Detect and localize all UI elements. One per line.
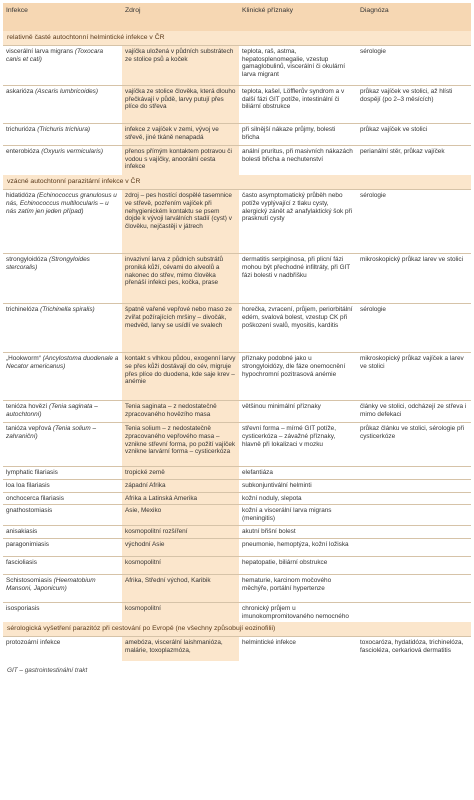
- diagnosis-cell: sérologie: [357, 190, 471, 254]
- infection-cell: [3, 190, 122, 254]
- symptoms-cell: hematurie, karcinom močového měchýře, portální hypertenze: [239, 574, 357, 602]
- table-row: [3, 353, 471, 401]
- diagnosis-cell: [357, 538, 471, 556]
- table-body: [3, 31, 471, 661]
- infection-latin-name: (Oxyuris vermicularis): [41, 147, 103, 155]
- table-row: [3, 123, 471, 145]
- infection-latin-name: (Trichinella spiralis): [40, 306, 95, 314]
- source-cell: přenos přímým kontaktem potravou či vodou s vajíčky, anoorální cesta infekce: [122, 145, 239, 175]
- infection-name: trichurióza: [6, 125, 36, 133]
- infection-name: onchocerca filariasis: [6, 494, 64, 502]
- infection-latin-name: (Toxocara canis et cati): [6, 47, 104, 63]
- symptoms-cell: elefantiáza: [239, 467, 357, 480]
- symptoms-cell: pneumonie, hemoptýza, kožní ložiska: [239, 538, 357, 556]
- table-row: [3, 467, 471, 480]
- infection-name: tanióza vepřová: [6, 425, 52, 433]
- table-row: [3, 574, 471, 602]
- parasite-table-container: [3, 3, 471, 674]
- table-header-row: [3, 3, 471, 31]
- infection-name: trichinelóza: [6, 306, 39, 314]
- infection-name: gnathostomiasis: [6, 507, 53, 515]
- infection-name: lymphatic filariasis: [6, 469, 58, 477]
- header-infection: Infekce: [3, 3, 122, 31]
- infection-name: loa loa filariasis: [6, 481, 50, 489]
- table-row: [3, 526, 471, 539]
- infection-cell: [3, 145, 122, 175]
- infection-name: anisakiasis: [6, 528, 38, 536]
- infection-latin-name: (Tenia solium – zahraniční): [6, 425, 97, 440]
- diagnosis-cell: průkaz vajíček ve stolici: [357, 123, 471, 145]
- symptoms-cell: kožní a viscerální larva migrans (meningitis): [239, 505, 357, 526]
- infection-cell: [3, 479, 122, 492]
- symptoms-cell: helmintické infekce: [239, 637, 357, 661]
- infection-name: paragonimiasis: [6, 540, 49, 548]
- source-cell: kosmopolitní: [122, 602, 239, 622]
- table-row: [3, 304, 471, 353]
- infection-cell: [3, 538, 122, 556]
- table-row: [3, 145, 471, 175]
- table-row: [3, 538, 471, 556]
- section-header-travel: [3, 622, 471, 636]
- symptoms-cell: hepatopatie, biliární obstrukce: [239, 556, 357, 574]
- infection-name: askarióza: [6, 87, 34, 95]
- symptoms-cell: většinou minimální příznaky: [239, 401, 357, 423]
- table-row: [3, 637, 471, 661]
- source-cell: vajíčka uložená v půdních substrátech ze stolice psů a koček: [122, 45, 239, 85]
- symptoms-cell: dermatitis serpiginosa, při plicní fázi mohou být přechodné infiltráty, při GIT fázi bolesti v nadbřišku: [239, 254, 357, 304]
- diagnosis-cell: [357, 467, 471, 480]
- diagnosis-cell: sérologie: [357, 45, 471, 85]
- table-row: [3, 85, 471, 123]
- infection-cell: [3, 353, 122, 401]
- infection-latin-name: (Echinococcus granulosus u nás, Echinococcus multilocularis – u nás zatím jen jeden případ): [6, 192, 117, 215]
- infection-name: Schistosomiasis: [6, 576, 52, 584]
- infection-cell: [3, 505, 122, 526]
- infection-cell: [3, 85, 122, 123]
- diagnosis-cell: články ve stolici, odcházejí ze střeva i mimo defekaci: [357, 401, 471, 423]
- infection-cell: [3, 304, 122, 353]
- table-row: [3, 45, 471, 85]
- infection-cell: [3, 423, 122, 467]
- table-row: [3, 423, 471, 467]
- section-header-common: [3, 31, 471, 45]
- diagnosis-cell: [357, 574, 471, 602]
- symptoms-cell: střevní forma – mírné GIT potíže, cysticerkóza – závažné příznaky, hlavně při lokalizaci v mozku: [239, 423, 357, 467]
- diagnosis-cell: [357, 602, 471, 622]
- infection-latin-name: (Heematobium Mansoni, Japonicum): [6, 576, 96, 592]
- table-row: [3, 190, 471, 254]
- infection-cell: [3, 556, 122, 574]
- symptoms-cell: kožní noduly, slepota: [239, 492, 357, 505]
- infection-cell: [3, 574, 122, 602]
- source-cell: Afrika, Střední východ, Karibik: [122, 574, 239, 602]
- table-row: [3, 401, 471, 423]
- source-cell: kosmopolitní: [122, 556, 239, 574]
- infection-latin-name: (Ascaris lumbricoides): [35, 87, 98, 95]
- infection-name: viscerální larva migrans: [6, 47, 74, 55]
- source-cell: západní Afrika: [122, 479, 239, 492]
- symptoms-cell: horečka, zvracení, průjem, periorbitální edém, svalová bolest, vzestup CK při poškození svalů, myositis, karditis: [239, 304, 357, 353]
- infection-name: protozoární infekce: [6, 639, 61, 647]
- section-header-rare-label: vzácné autochtonní parazitární infekce v ČR: [3, 175, 471, 189]
- table-row: [3, 254, 471, 304]
- infection-cell: [3, 637, 122, 661]
- diagnosis-cell: mikroskopický průkaz vajíček a larev ve stolici: [357, 353, 471, 401]
- table-row: [3, 556, 471, 574]
- infection-name: strongyloidóza: [6, 256, 48, 264]
- diagnosis-cell: [357, 479, 471, 492]
- symptoms-cell: často asymptomatický průběh nebo potíže vyplývající z tlaku cysty, alergický zánět až anafylaktický šok při prasknutí cysty: [239, 190, 357, 254]
- infection-latin-name: (Ancylostoma duodenale a Necator americanus): [6, 355, 119, 370]
- diagnosis-cell: průkaz článku ve stolici, sérologie při cysticerkóze: [357, 423, 471, 467]
- infection-name: „Hookworm“: [6, 355, 41, 363]
- table-row: [3, 479, 471, 492]
- symptoms-cell: subkonjuntivální helminti: [239, 479, 357, 492]
- source-cell: východní Asie: [122, 538, 239, 556]
- diagnosis-cell: [357, 505, 471, 526]
- table-row: [3, 505, 471, 526]
- source-cell: špatně vařené vepřové nebo maso ze zvířat požírajících mršiny – divočák, medvěd, larvy se usídlí ve svalech: [122, 304, 239, 353]
- diagnosis-cell: toxocaróza, hydatidóza, trichinelóza, fascioléza, cerkariová dermatitis: [357, 637, 471, 661]
- table-row: [3, 602, 471, 622]
- infection-latin-name: (Strongyloides stercoralis): [6, 256, 90, 271]
- source-cell: tropické země: [122, 467, 239, 480]
- diagnosis-cell: sérologie: [357, 304, 471, 353]
- parasite-table: [3, 3, 471, 661]
- diagnosis-cell: [357, 556, 471, 574]
- header-symptoms: Klinické příznaky: [239, 3, 357, 31]
- source-cell: infekce z vajíček v zemi, vývoj ve střevě, jiné tkáně nenapadá: [122, 123, 239, 145]
- infection-cell: [3, 492, 122, 505]
- symptoms-cell: při silnější nákaze průjmy, bolesti břicha: [239, 123, 357, 145]
- table-row: [3, 492, 471, 505]
- diagnosis-cell: mikroskopický průkaz larev ve stolici: [357, 254, 471, 304]
- source-cell: vajíčka ze stolice člověka, která dlouho přečkávají v půdě, larvy putují přes plíce do střeva: [122, 85, 239, 123]
- source-cell: invazivní larva z půdních substrátů proniká kůží, cévami do alveolů a nakonec do střev, mimo člověka přenáší infekci pes, kočka, prase: [122, 254, 239, 304]
- source-cell: amebóza, viscerální laishmanióza, malárie, toxoplazmóza,: [122, 637, 239, 661]
- symptoms-cell: teplota, raš, astma, hepatosplenomegalie, vzestup gamaglobulinů, viscerální či okulární larva migrant: [239, 45, 357, 85]
- infection-cell: [3, 401, 122, 423]
- source-cell: kontakt s vlhkou půdou, exogenní larvy se přes kůži dostávají do cév, migruje přes plíce do duodena, kde saje krev – anémie: [122, 353, 239, 401]
- header-diagnosis: Diagnóza: [357, 3, 471, 31]
- infection-latin-name: (Trichuris trichiura): [37, 125, 91, 133]
- diagnosis-cell: průkaz vajíček ve stolici, až hlísti dospějí (po 2–3 měsících): [357, 85, 471, 123]
- infection-cell: [3, 123, 122, 145]
- diagnosis-cell: [357, 492, 471, 505]
- diagnosis-cell: [357, 526, 471, 539]
- source-cell: Asie, Mexiko: [122, 505, 239, 526]
- source-cell: Afrika a Latinská Amerika: [122, 492, 239, 505]
- infection-name: tenióza hovězí: [6, 403, 48, 411]
- section-header-travel-label: sérologická vyšetření parazitóz při cestování po Evropě (ne všechny způsobují eozinofilii): [3, 622, 471, 636]
- source-cell: zdroj – pes hostící dospělé tasemnice ve střevě, pozřením vajíček při nehygienickém kontaktu se psem dojde k vývoji larválních stadií (cyst) v člověku, nejčastěji v játrech: [122, 190, 239, 254]
- infection-name: hidatidóza: [6, 192, 36, 200]
- symptoms-cell: chronický průjem u imunokompromitovaného nemocného: [239, 602, 357, 622]
- symptoms-cell: akutní břišní bolest: [239, 526, 357, 539]
- symptoms-cell: anální pruritus, při masivních nákazách bolesti břicha a nechutenství: [239, 145, 357, 175]
- source-cell: Tenia saginata – z nedostatečně zpracovaného hovězího masa: [122, 401, 239, 423]
- infection-name: enterobióza: [6, 147, 40, 155]
- infection-name: fascioliasis: [6, 558, 37, 566]
- header-source: Zdroj: [122, 3, 239, 31]
- infection-cell: [3, 467, 122, 480]
- symptoms-cell: teplota, kašel, Löfflerův syndrom a v další fázi GIT potíže, intestinální či biliární obstrukce: [239, 85, 357, 123]
- symptoms-cell: příznaky podobné jako u strongyloidózy, dle fáze onemocnění hypochromní pozitrasová anémie: [239, 353, 357, 401]
- footnote: GIT – gastrointestinální trakt: [7, 666, 88, 674]
- infection-cell: [3, 254, 122, 304]
- infection-cell: [3, 526, 122, 539]
- diagnosis-cell: perianální stěr, průkaz vajíček: [357, 145, 471, 175]
- infection-latin-name: (Tenia saginata – autochtonní): [6, 403, 98, 418]
- infection-cell: [3, 602, 122, 622]
- section-header-common-label: relativně časté autochtonní helmintické infekce v ČR: [3, 31, 471, 45]
- source-cell: Tenia solium – z nedostatečně zpracovaného vepřového masa – vznikne střevní forma, po požití vajíček vznikne larvární forma – cysticerkóza: [122, 423, 239, 467]
- source-cell: kosmopolitní rozšíření: [122, 526, 239, 539]
- section-header-rare: [3, 175, 471, 189]
- infection-name: isosporiasis: [6, 604, 40, 612]
- infection-cell: [3, 45, 122, 85]
